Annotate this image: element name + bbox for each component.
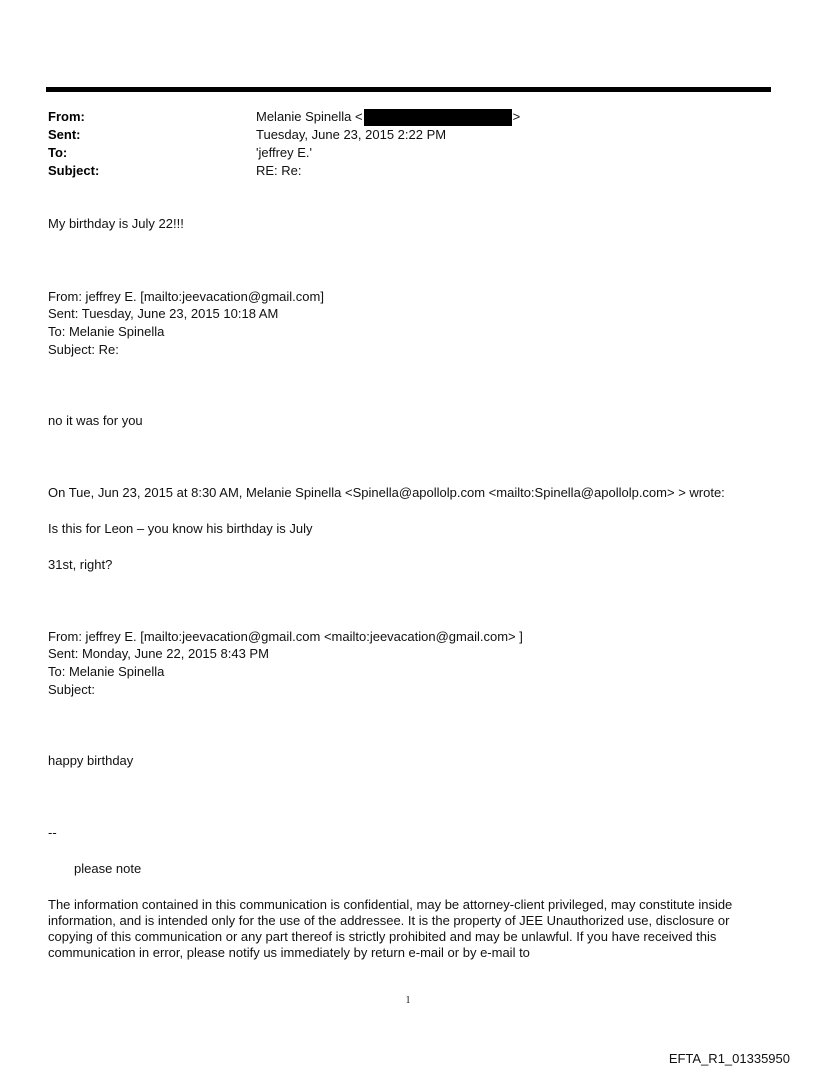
signature-separator: -- xyxy=(48,825,57,840)
quoted1-body: no it was for you xyxy=(48,413,143,428)
to-value: 'jeffrey E.' xyxy=(256,145,313,160)
from-label: From: xyxy=(48,109,85,124)
header-row-to xyxy=(48,144,748,162)
quoted3-body: happy birthday xyxy=(48,753,134,768)
quoted1-sent-line: Sent: Tuesday, June 23, 2015 10:18 AM xyxy=(48,306,279,321)
subject-value: RE: Re: xyxy=(256,163,302,178)
page-number: 1 xyxy=(405,995,411,1006)
please-note-text: please note xyxy=(74,861,142,876)
document-id: EFTA_R1_01335950 xyxy=(668,1051,790,1066)
confidentiality-disclaimer: The information contained in this communication is confidential, may be attorney-client privileged, may constitute inside information, and is intended only for the use of the addressee. It is the property of JEE Unauthorized use, disclosure or copying of this communication or any part thereof is strictly prohibited and may be unlawful. If you have received this communication in error, please notify us immediately by return e-mail or by e-mail to xyxy=(48,897,733,960)
sent-value: Tuesday, June 23, 2015 2:22 PM xyxy=(256,127,447,142)
quoted3-from-line: From: jeffrey E. [mailto:jeevacation@gmail.com <mailto:jeevacation@gmail.com> ] xyxy=(48,629,523,644)
sent-label: Sent: xyxy=(48,127,81,142)
quoted2-body-line1: Is this for Leon – you know his birthday is July xyxy=(48,521,313,536)
header-row-from xyxy=(48,108,748,126)
quoted3-subject-line: Subject: xyxy=(48,682,95,697)
from-open-bracket: < xyxy=(355,109,363,124)
from-name: Melanie Spinella xyxy=(256,109,352,124)
quoted2-body-line2: 31st, right? xyxy=(48,557,113,572)
to-label: To: xyxy=(48,145,68,160)
quoted1-from-line: From: jeffrey E. [mailto:jeevacation@gmail.com] xyxy=(48,289,324,304)
header-row-subject xyxy=(48,162,748,180)
quoted1-subject-line: Subject: Re: xyxy=(48,342,119,357)
quoted3-sent-line: Sent: Monday, June 22, 2015 8:43 PM xyxy=(48,646,269,661)
quoted3-to-line: To: Melanie Spinella xyxy=(48,664,165,679)
quoted1-to-line: To: Melanie Spinella xyxy=(48,324,165,339)
quoted2-attribution: On Tue, Jun 23, 2015 at 8:30 AM, Melanie Spinella <Spinella@apollolp.com <mailto:Spinella@apollolp.com> > wrote: xyxy=(48,485,725,500)
from-close-bracket: > xyxy=(512,109,521,124)
redaction-box xyxy=(364,109,512,126)
header-divider xyxy=(46,87,771,92)
header-row-sent xyxy=(48,126,748,144)
reply-text: My birthday is July 22!!! xyxy=(48,216,184,231)
email-header xyxy=(48,108,748,180)
subject-label: Subject: xyxy=(48,163,100,178)
from-value xyxy=(256,108,520,126)
